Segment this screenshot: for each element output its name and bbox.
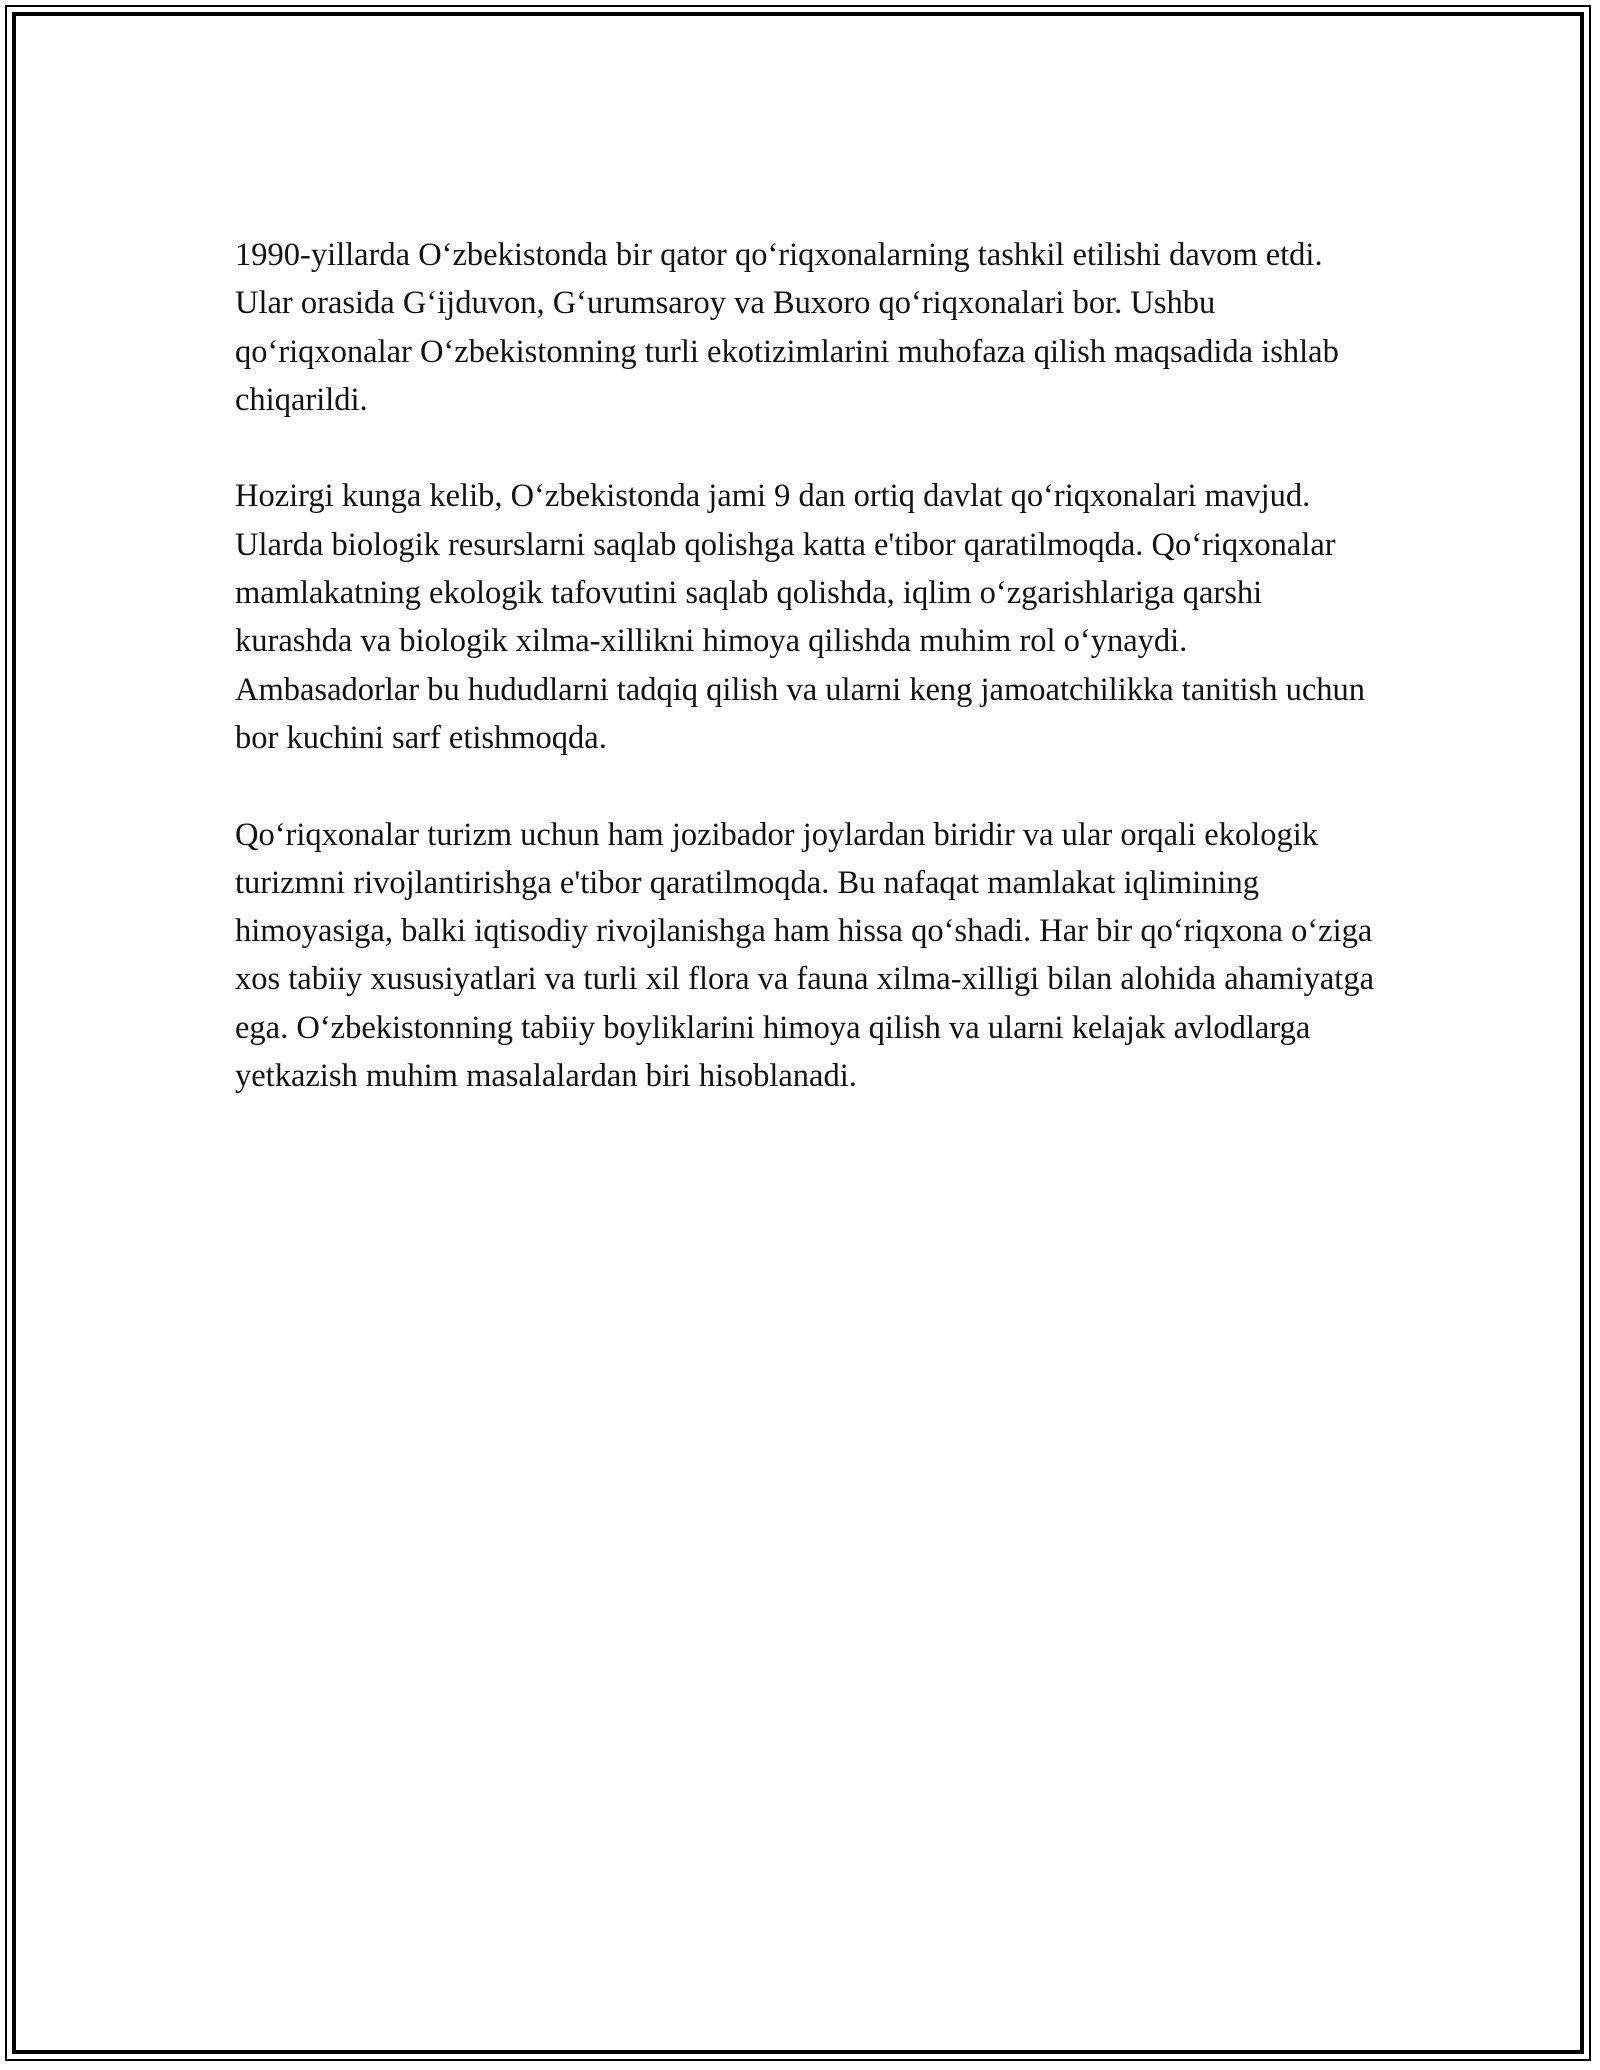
document-body [235,231,1375,1149]
paragraph-2: Hozirgi kunga kelib, O‘zbekistonda jami 9 dan ortiq davlat qo‘riqxonalari mavjud. Ularda biologik resurslarni saqlab qolishga katta e'tibor qaratilmoqda. Qo‘riqxonalar mamlakatning ekologik tafovutini saqlab qolishda, iqlim o‘zgarishlariga qarshi kurashda va biologik xilma-xillikni himoya qilishda muhim rol o‘ynaydi. Ambasadorlar bu hududlarni tadqiq qilish va ularni keng jamoatchilikka tanitish uchun bor kuchini sarf etishmoqda. [235,478,1366,756]
paragraph-3: Qo‘riqxonalar turizm uchun ham jozibador joylardan biridir va ular orqali ekologik turizmni rivojlantirishga e'tibor qaratilmoqda. Bu nafaqat mamlakat iqlimining himoyasiga, balki iqtisodiy rivojlanishga ham hissa qo‘shadi. Har bir qo‘riqxona o‘ziga xos tabiiy xususiyatlari va turli xil flora va fauna xilma-xilligi bilan alohida ahamiyatga ega. O‘zbekistonning tabiiy boyliklarini himoya qilish va ularni kelajak avlodlarga yetkazish muhim masalalardan biri hisoblanadi. [235,816,1375,1095]
paragraph-1: 1990-yillarda O‘zbekistonda bir qator qo‘riqxonalarning tashkil etilishi davom etdi. Ular orasida G‘ijduvon, G‘urumsaroy va Buxoro qo‘riqxonalari bor. Ushbu qo‘riqxonalar O‘zbekistonning turli ekotizimlarini muhofaza qilish maqsadida ishlab chiqarildi. [235,237,1339,418]
